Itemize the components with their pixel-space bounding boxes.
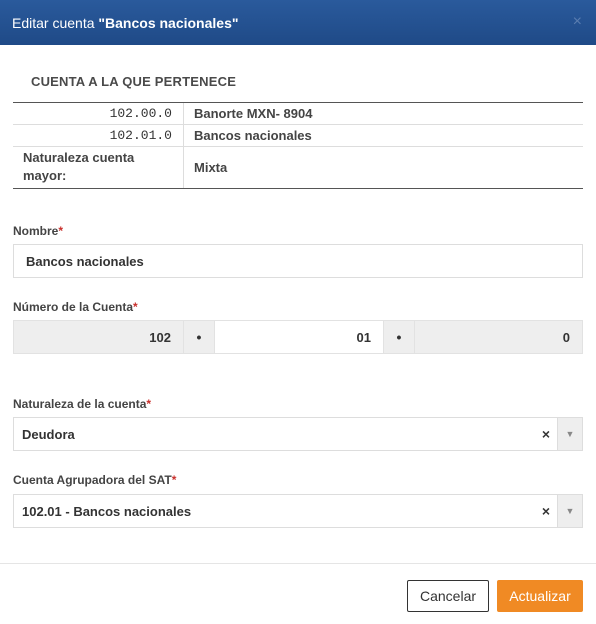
separator-dot: •: [384, 320, 414, 354]
sat-group-label-text: Cuenta Agrupadora del SAT: [13, 473, 172, 487]
nature-select-label: [13, 397, 151, 411]
modal-header: [0, 0, 596, 45]
required-mark: *: [146, 397, 152, 411]
chevron-down-icon[interactable]: ▼: [557, 418, 582, 450]
account-number-segment-1: 102: [13, 320, 184, 354]
sat-group-select[interactable]: [13, 494, 583, 528]
footer-divider: [0, 563, 596, 564]
table-row: [13, 147, 583, 188]
required-mark: *: [133, 300, 138, 314]
nature-value: Mixta: [194, 160, 228, 175]
account-name: Bancos nacionales: [194, 128, 312, 143]
account-code: 102.00.0: [13, 103, 184, 124]
account-number-label: [13, 300, 138, 314]
cancel-button[interactable]: Cancelar: [407, 580, 489, 612]
nature-select[interactable]: [13, 417, 583, 451]
parent-account-section-title: CUENTA A LA QUE PERTENECE: [31, 74, 237, 89]
name-input[interactable]: [13, 244, 583, 278]
table-row: [13, 103, 583, 125]
name-label: [13, 224, 63, 238]
account-number-group: [13, 320, 583, 354]
modal-title: [12, 15, 239, 31]
parent-account-table: [13, 102, 583, 189]
account-number-label-text: Número de la Cuenta: [13, 300, 134, 314]
nature-select-label-text: Naturaleza de la cuenta: [13, 397, 147, 411]
table-row: [13, 125, 583, 147]
sat-group-select-value: 102.01 - Bancos nacionales: [22, 503, 192, 519]
nature-label: Naturaleza cuenta mayor:: [13, 147, 184, 188]
account-code: 102.01.0: [13, 125, 184, 146]
account-name: Banorte MXN- 8904: [194, 106, 313, 121]
close-icon[interactable]: ×: [572, 13, 582, 30]
account-number-segment-3: 0: [414, 320, 583, 354]
clear-icon[interactable]: ×: [541, 426, 551, 442]
account-number-segment-2[interactable]: 01: [214, 320, 384, 354]
chevron-down-icon[interactable]: ▼: [557, 495, 582, 527]
modal-title-account-name: "Bancos nacionales": [98, 14, 239, 31]
modal-title-prefix: Editar cuenta: [12, 14, 99, 31]
update-button[interactable]: Actualizar: [497, 580, 583, 612]
clear-icon[interactable]: ×: [541, 503, 551, 519]
separator-dot: •: [184, 320, 214, 354]
sat-group-label: [13, 473, 176, 487]
nature-select-value: Deudora: [22, 426, 75, 442]
required-mark: *: [171, 473, 177, 487]
required-mark: *: [58, 224, 64, 238]
name-label-text: Nombre: [13, 224, 59, 238]
